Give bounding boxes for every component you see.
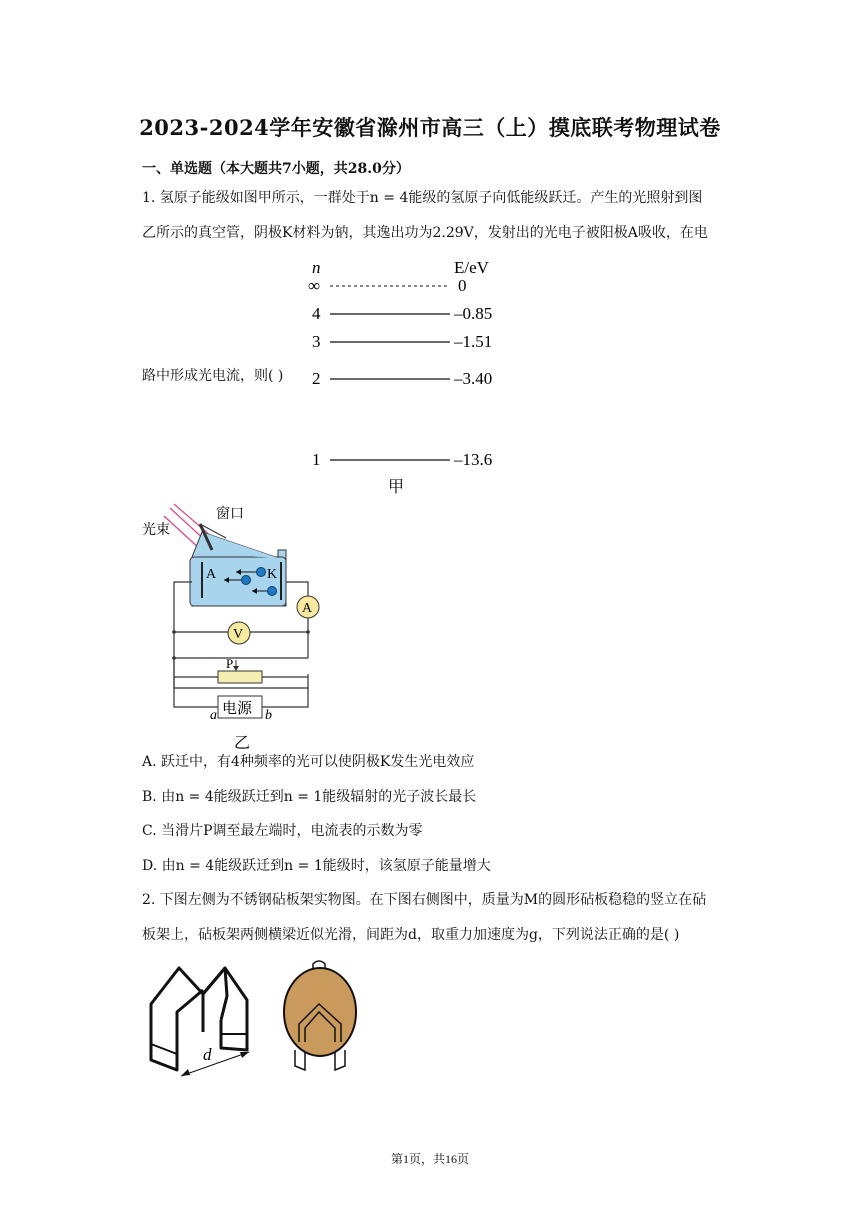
q1-option-d: D. 由n = 4能级跃迁到n = 1能级时，该氢原子能量增大 xyxy=(142,858,491,874)
page-title: 2023-2024学年安徽省滁州市高三（上）摸底联考物理试卷 xyxy=(139,115,721,140)
q1-option-c: C. 当滑片P调至最左端时，电流表的示数为零 xyxy=(142,823,423,839)
energy-level-diagram xyxy=(300,255,520,500)
spacing-arrow xyxy=(181,1052,249,1076)
rheostat xyxy=(218,671,262,683)
level-n-inf: ∞ xyxy=(308,276,321,295)
terminal-b-label: b xyxy=(265,708,272,723)
level-n-4: 4 xyxy=(312,304,321,323)
n-axis-label: n xyxy=(312,258,321,277)
light-beam-label: 光束 xyxy=(142,523,170,538)
level-n-1: 1 xyxy=(312,450,321,469)
spacing-label: d xyxy=(203,1045,212,1064)
electron-1 xyxy=(257,568,266,577)
q2-stem-line2: 板架上，砧板架两侧横梁近似光滑，间距为d，取重力加速度为g，下列说法正确的是( ) xyxy=(142,927,680,943)
window-label: 窗口 xyxy=(216,507,244,522)
anode-label: A xyxy=(206,567,217,582)
cathode-label: K xyxy=(267,567,278,582)
q1-stem-line1: 1. 氢原子能级如图甲所示，一群处于n = 4能级的氢原子向低能级跃迁。产生的光照射到图 xyxy=(142,190,703,206)
diagram-caption-jia: 甲 xyxy=(388,479,405,496)
level-n-2: 2 xyxy=(312,369,321,388)
terminal-a-label: a xyxy=(210,708,217,723)
diagram-caption-yi: 乙 xyxy=(234,735,251,752)
level-n-3: 3 xyxy=(312,332,321,351)
level-e-2: –3.40 xyxy=(454,369,493,388)
level-e-inf: 0 xyxy=(458,276,467,295)
q1-stem-line3: 路中形成光电流，则( ) xyxy=(142,368,284,384)
slider-label: P xyxy=(226,656,234,671)
q1-stem-line2: 乙所示的真空管，阴极K材料为钠，其逸出功为2.29V，发射出的光电子被阳极A吸收，在电 xyxy=(142,225,708,241)
ammeter-label: A xyxy=(302,601,313,616)
electron-2 xyxy=(242,576,251,585)
phototube-circuit-diagram xyxy=(140,502,340,752)
page-footer: 第1页，共16页 xyxy=(390,1152,469,1166)
q1-option-b: B. 由n = 4能级跃迁到n = 1能级辐射的光子波长最长 xyxy=(142,789,477,805)
q2-stem-line1: 2. 下图左侧为不锈钢砧板架实物图。在下图右侧图中，质量为M的圆形砧板稳稳的竖立在砧 xyxy=(142,892,707,908)
level-e-3: –1.51 xyxy=(454,332,493,351)
level-e-1: –13.6 xyxy=(454,450,493,469)
energy-axis-label: E/eV xyxy=(454,258,489,277)
electron-3 xyxy=(268,587,277,596)
rack-object xyxy=(151,968,247,1070)
cutting-board-rack-figure xyxy=(145,960,375,1085)
voltmeter-label: V xyxy=(233,627,244,642)
power-source-label: 电源 xyxy=(222,701,253,717)
section-heading: 一、单选题（本大题共7小题，共28.0分） xyxy=(142,161,410,177)
q1-option-a: A. 跃迁中，有4种频率的光可以使阴极K发生光电效应 xyxy=(142,754,475,770)
level-e-4: –0.85 xyxy=(454,304,493,323)
